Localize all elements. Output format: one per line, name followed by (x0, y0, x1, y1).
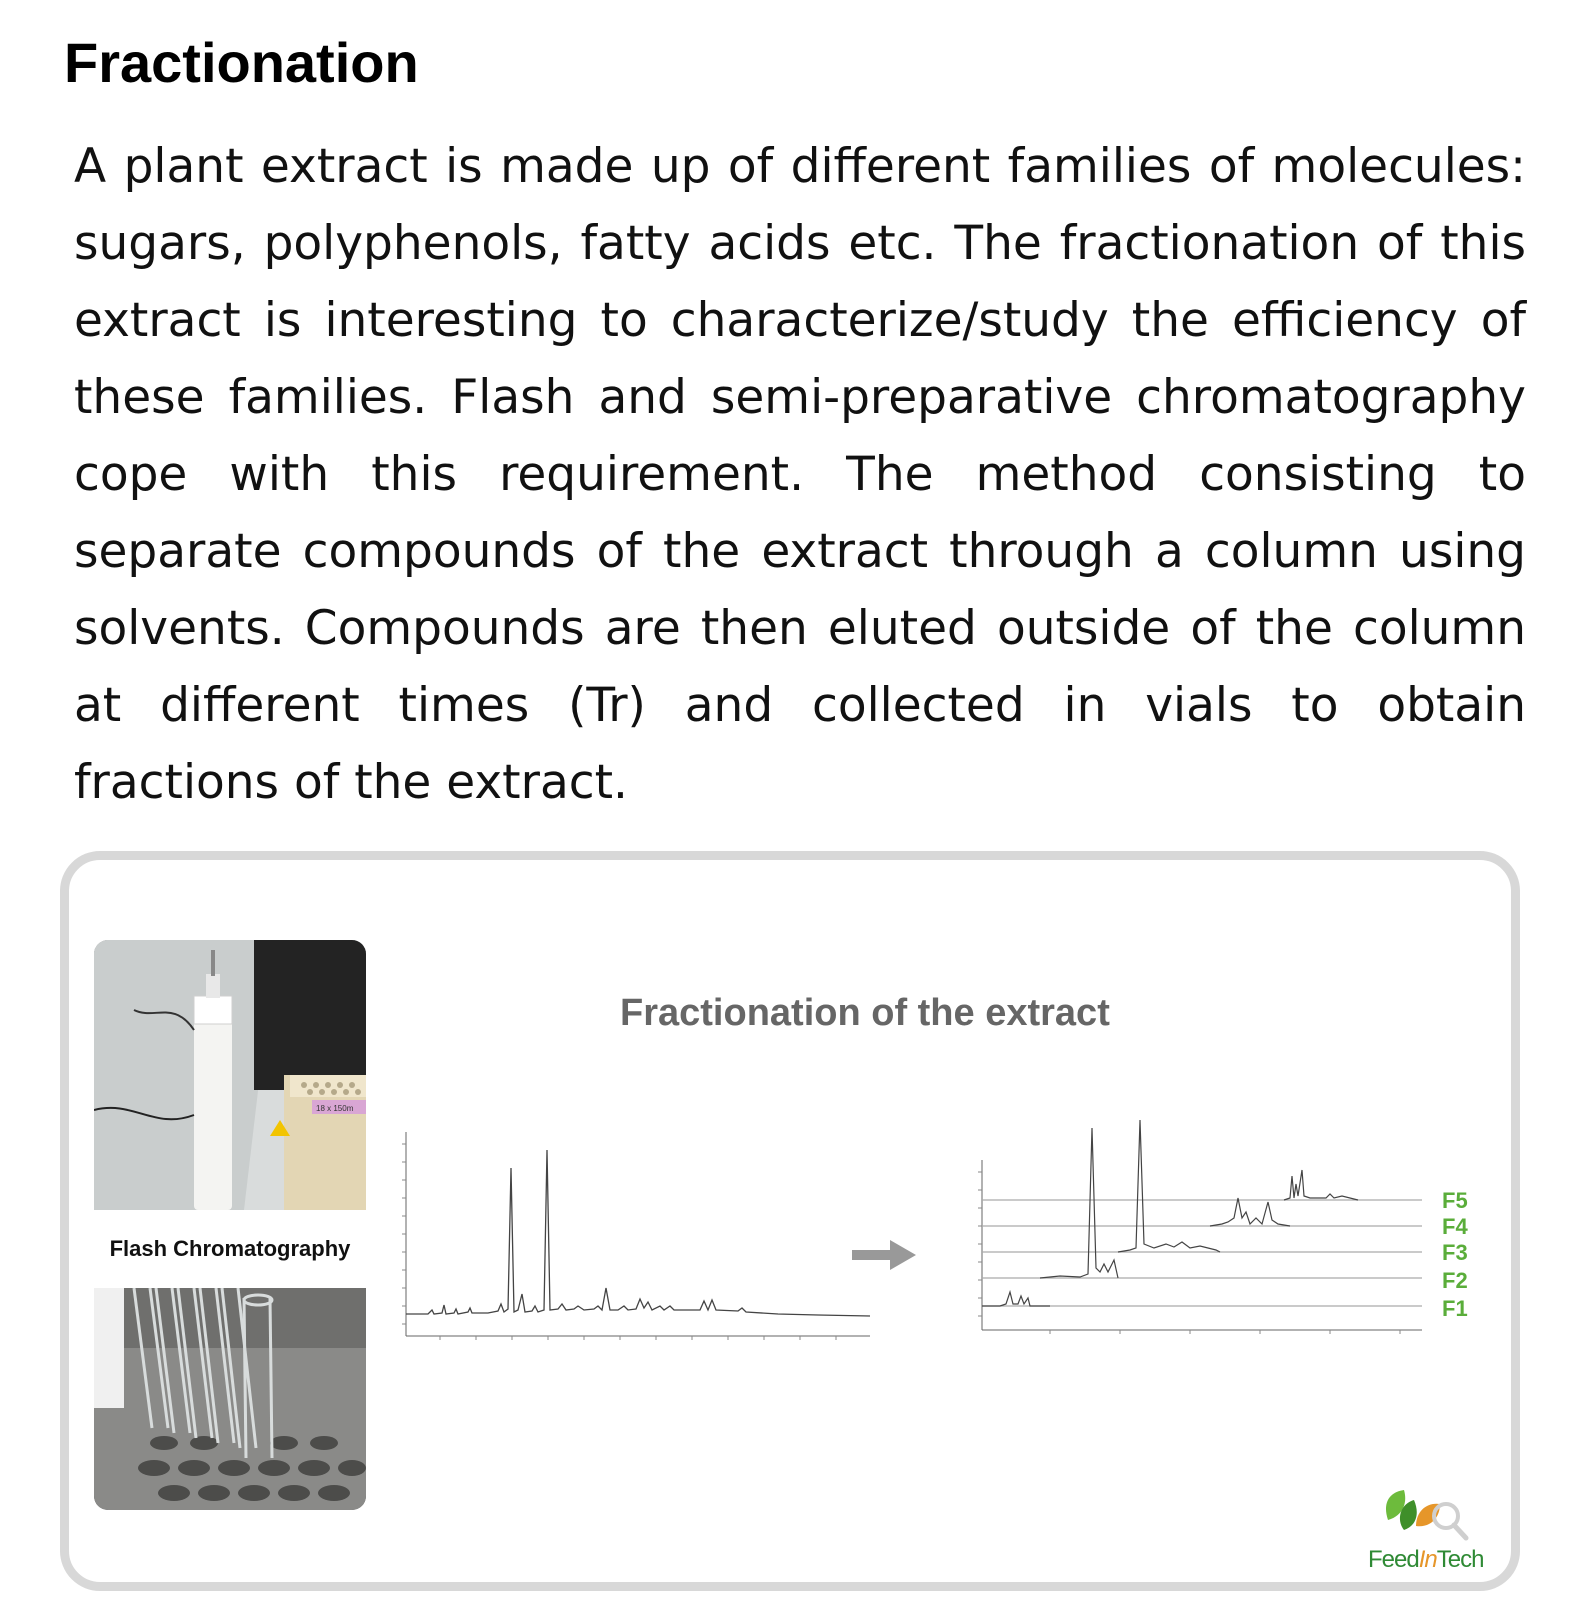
chromatogram-full-extract (398, 1128, 878, 1360)
feedintech-logo-text: FeedInTech (1368, 1546, 1484, 1573)
fraction-label-f5: F5 (1442, 1188, 1468, 1213)
photo-label: Flash Chromatography (109, 1236, 351, 1261)
fraction-label-f2: F2 (1442, 1268, 1468, 1293)
fraction-label-f1: F1 (1442, 1296, 1468, 1321)
intro-paragraph: A plant extract is made up of different families of molecules: sugars, polyphenols, fatty acids etc. The fractionation of this extract is interesting to characterize/study the efficiency of these families. Flash and semi-preparative chromatography cope with this requirement. The method consisting to separate compounds of the extract through a column using solvents. Compounds are then eluted outside of the column at different times (Tr) and collected in vials to obtain fractions of the extract. (74, 139, 1526, 810)
photo-label-band (94, 1210, 366, 1288)
chromatogram-fractions (970, 1120, 1440, 1365)
right-arrow-icon (850, 1238, 920, 1272)
fraction-label-f3: F3 (1442, 1240, 1468, 1265)
flash-chromatography-photo (94, 940, 366, 1510)
fraction-tubes-photo (94, 1288, 366, 1510)
chromatography-column-photo (94, 940, 366, 1210)
figure-title: Fractionation of the extract (620, 992, 1110, 1034)
fraction-label-f4: F4 (1442, 1214, 1468, 1239)
page-title: Fractionation (64, 31, 419, 94)
rack-label: 18 x 150m (316, 1104, 354, 1113)
